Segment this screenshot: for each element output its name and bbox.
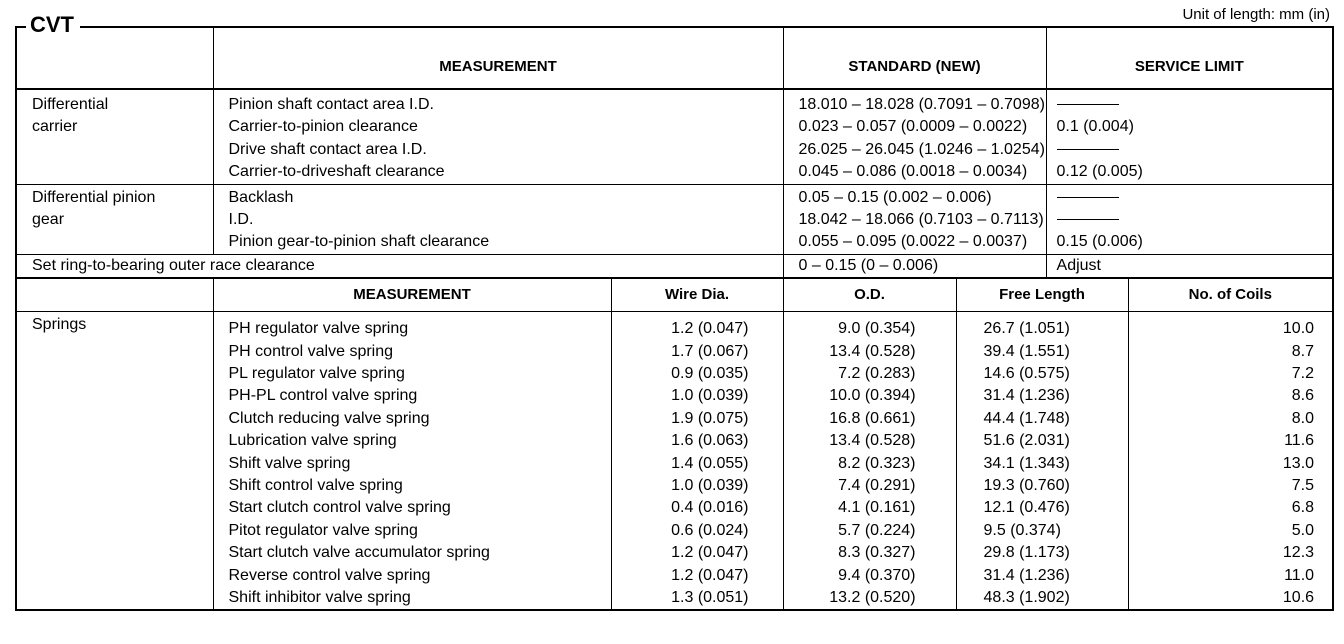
no-limit-dash (1057, 219, 1119, 220)
measurement-item: Backlash (228, 188, 294, 206)
springs-label: Springs (16, 312, 213, 611)
cvt-spec-table (15, 26, 1334, 611)
header-service-limit: SERVICE LIMIT (1046, 27, 1333, 89)
standard-value: 0.05 – 0.15 (0.002 – 0.006) (798, 188, 992, 206)
coil-count-value: 7.5 (1291, 476, 1315, 494)
no-limit-dash (1057, 149, 1119, 150)
wire-diameter-value: 1.9 (0.075) (671, 409, 749, 427)
standard-value: 0.045 – 0.086 (0.0018 – 0.0034) (798, 163, 1028, 181)
wire-diameter-value: 1.2 (0.047) (671, 566, 749, 584)
no-limit-dash (1057, 197, 1119, 198)
wire-diameter-value: 1.6 (0.063) (671, 432, 749, 450)
springs-header-wire: Wire Dia. (611, 278, 783, 312)
free-length-value: 31.4 (1.236) (983, 387, 1070, 405)
free-length-value: 9.5 (0.374) (983, 521, 1061, 539)
outer-diameter-value: 7.2 (0.283) (838, 365, 916, 383)
group-name-line: gear (32, 210, 65, 228)
ring-clearance-row (16, 254, 1333, 278)
limit-value: 0.12 (0.005) (1056, 163, 1143, 181)
outer-diameter-value: 8.3 (0.327) (838, 544, 916, 562)
standard-value: 18.010 – 18.028 (0.7091 – 0.7098) (798, 96, 1045, 113)
outer-diameter-value: 10.0 (0.394) (829, 387, 916, 405)
spring-name: Start clutch control valve spring (228, 499, 451, 517)
spring-name: Shift control valve spring (228, 476, 403, 494)
springs-body (16, 312, 1333, 611)
standard-value: 18.042 – 18.066 (0.7103 – 0.7113) (798, 210, 1044, 228)
coil-count-value: 11.6 (1284, 432, 1315, 450)
spec-header-row (16, 27, 1333, 89)
coil-count-value: 8.7 (1291, 342, 1315, 360)
outer-diameter-value: 9.4 (0.370) (838, 566, 916, 584)
group-name-line: Differential pinion (32, 188, 156, 206)
unit-note: Unit of length: mm (in) (1182, 6, 1330, 23)
spring-name: Shift valve spring (228, 454, 351, 472)
wire-diameter-value: 1.0 (0.039) (671, 476, 749, 494)
header-standard: STANDARD (NEW) (783, 27, 1046, 89)
standard-value: 0.023 – 0.057 (0.0009 – 0.0022) (798, 118, 1028, 136)
outer-diameter-value: 4.1 (0.161) (838, 499, 916, 517)
measurement-item: Drive shaft contact area I.D. (228, 140, 427, 158)
wire-diameter-value: 1.2 (0.047) (671, 544, 749, 562)
spring-name: Shift inhibitor valve spring (228, 588, 411, 606)
coil-count-value: 5.0 (1291, 521, 1315, 539)
coil-count-value: 12.3 (1282, 544, 1315, 562)
measurement-item: Carrier-to-driveshaft clearance (228, 163, 445, 181)
limit-value: 0.15 (0.006) (1056, 233, 1143, 251)
free-length-value: 26.7 (1.051) (983, 320, 1070, 338)
free-length-value: 51.6 (2.031) (983, 432, 1070, 450)
no-limit-dash (1057, 104, 1119, 105)
springs-header-empty (16, 278, 213, 312)
free-length-value: 12.1 (0.476) (983, 499, 1070, 517)
wire-diameter-value: 1.2 (0.047) (671, 320, 749, 338)
outer-diameter-value: 13.2 (0.520) (829, 588, 916, 606)
wire-diameter-value: 0.4 (0.016) (671, 499, 749, 517)
measurement-item: Pinion gear-to-pinion shaft clearance (228, 233, 490, 251)
spring-name: Reverse control valve spring (228, 566, 431, 584)
wire-diameter-value: 1.7 (0.067) (671, 342, 749, 360)
free-length-value: 14.6 (0.575) (983, 365, 1070, 383)
wire-diameter-value: 1.3 (0.051) (671, 588, 749, 606)
measurement-item: Pinion shaft contact area I.D. (228, 96, 434, 113)
outer-diameter-value: 9.0 (0.354) (838, 320, 916, 338)
standard-value: 0.055 – 0.095 (0.0022 – 0.0037) (798, 233, 1028, 251)
standard-value: 26.025 – 26.045 (1.0246 – 1.0254) (798, 140, 1045, 158)
spring-name: Start clutch valve accumulator spring (228, 544, 490, 562)
springs-header-coils: No. of Coils (1128, 278, 1333, 312)
group-name-line: Differential (32, 96, 109, 113)
free-length-value: 48.3 (1.902) (983, 588, 1070, 606)
free-length-value: 34.1 (1.343) (983, 454, 1070, 472)
wire-diameter-value: 1.4 (0.055) (671, 454, 749, 472)
group-differential-pinion-gear (16, 184, 1333, 254)
outer-diameter-value: 13.4 (0.528) (829, 342, 916, 360)
spring-name: Clutch reducing valve spring (228, 409, 430, 427)
coil-count-value: 11.0 (1284, 566, 1315, 584)
outer-diameter-value: 16.8 (0.661) (829, 409, 916, 427)
springs-header-measurement: MEASUREMENT (213, 278, 611, 312)
spring-name: Lubrication valve spring (228, 432, 397, 450)
coil-count-value: 13.0 (1282, 454, 1315, 472)
coil-count-value: 10.0 (1282, 320, 1315, 338)
limit-value: 0.1 (0.004) (1056, 118, 1134, 136)
free-length-value: 29.8 (1.173) (983, 544, 1070, 562)
spring-name: PH regulator valve spring (228, 320, 409, 338)
ring-standard: 0 – 0.15 (0 – 0.006) (783, 254, 1046, 278)
springs-header-free-length: Free Length (956, 278, 1128, 312)
group-differential-carrier (16, 89, 1333, 184)
header-measurement: MEASUREMENT (213, 27, 783, 89)
spring-name: Pitot regulator valve spring (228, 521, 418, 539)
free-length-value: 31.4 (1.236) (983, 566, 1070, 584)
outer-diameter-value: 7.4 (0.291) (838, 476, 916, 494)
section-title: CVT (26, 14, 80, 36)
free-length-value: 44.4 (1.748) (983, 409, 1070, 427)
ring-label: Set ring-to-bearing outer race clearance (16, 254, 783, 278)
coil-count-value: 10.6 (1282, 588, 1315, 606)
outer-diameter-value: 8.2 (0.323) (838, 454, 916, 472)
spring-name: PH control valve spring (228, 342, 394, 360)
spring-name: PH-PL control valve spring (228, 387, 418, 405)
coil-count-value: 7.2 (1291, 365, 1315, 383)
outer-diameter-value: 13.4 (0.528) (829, 432, 916, 450)
measurement-item: Carrier-to-pinion clearance (228, 118, 418, 136)
wire-diameter-value: 0.9 (0.035) (671, 365, 749, 383)
coil-count-value: 6.8 (1291, 499, 1315, 517)
spring-name: PL regulator valve spring (228, 365, 405, 383)
free-length-value: 19.3 (0.760) (983, 476, 1070, 494)
wire-diameter-value: 1.0 (0.039) (671, 387, 749, 405)
coil-count-value: 8.0 (1291, 409, 1315, 427)
measurement-item: I.D. (228, 210, 254, 228)
free-length-value: 39.4 (1.551) (983, 342, 1070, 360)
springs-header-od: O.D. (783, 278, 956, 312)
springs-header-row (16, 278, 1333, 312)
wire-diameter-value: 0.6 (0.024) (671, 521, 749, 539)
coil-count-value: 8.6 (1291, 387, 1315, 405)
group-name-line: carrier (32, 118, 78, 136)
ring-limit: Adjust (1046, 254, 1333, 278)
outer-diameter-value: 5.7 (0.224) (838, 521, 916, 539)
